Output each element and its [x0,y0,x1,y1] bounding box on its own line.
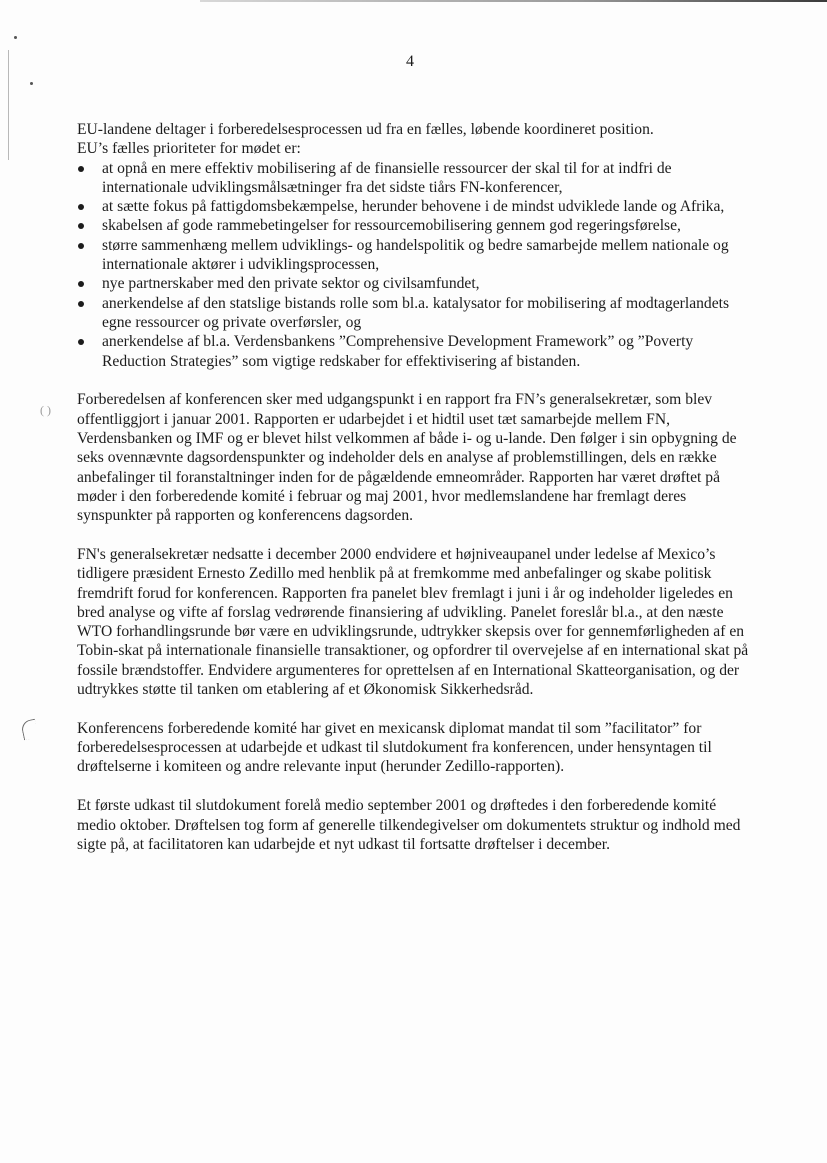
page-number: 4 [406,53,414,70]
intro-line: EU-landene deltager i forberedelsesprocessen ud fra en fælles, løbende koordineret position. [77,121,654,138]
body-paragraph: Et første udkast til slutdokument forelå medio september 2001 og drøftedes i den forberedende komité medio oktober. Drøftelsen tog form af generelle tilkendegivelser om dokumentets struktur og indhold med sigte på, at facilitatoren kan udarbejde et nyt udkast til fortsatte drøftelser i december. [77,797,741,853]
document-body [77,120,757,874]
list-item-text: nye partnerskaber med den private sektor og civilsamfundet, [102,275,480,293]
list-item [77,216,757,235]
list-item-text: at sætte fokus på fattigdomsbekæmpelse, herunder behovene i de mindst udviklede lande og Afrika, [102,198,725,216]
bullet-icon [78,204,84,210]
list-item-text: anerkendelse af bl.a. Verdensbankens ”Comprehensive Development Framework” og ”Poverty Reduction Strategies” som vigtige redskaber for effektivisering af bistanden. [102,333,694,370]
intro-line: EU’s fælles prioriteter for mødet er: [77,140,301,158]
list-item-text: anerkendelse af den statslige bistands rolle som bl.a. katalysator for mobilisering af modtagerlandets egne ressourcer og private overførsler, og [102,294,730,331]
scan-speck [30,82,33,85]
list-item-text: større sammenhæng mellem udviklings- og handelspolitik og bedre samarbejde mellem nationale og internationale aktører i udviklingsprocessen, [102,236,729,274]
scan-bracket-mark: ( ) [40,403,51,417]
priority-list [77,159,757,371]
bullet-icon [78,281,84,287]
list-item [77,332,757,371]
list-item [77,197,757,216]
list-item [77,294,757,333]
body-paragraph: FN's generalsekretær nedsatte i december 2000 endvidere et højniveaupanel under ledelse af Mexico’s tidligere præsident Ernesto Zedillo med henblik på at fremkomme med anbefalinger og skabe politisk fremdrift forud for konferencen. Rapporten fra panelet blev fremlagt i juni i år og indeholder ligeledes en bred analyse og vifte af forslag vedrørende finansiering af udvikling. Panelet foreslår bl.a., at den næste WTO forhandlingsrunde bør være en udviklingsrunde, udtrykker skepsis over for gennemførligheden af en Tobin-skat på internationale finansielle transaktioner, og opfordrer til overvejelse af en international skat på fossile brændstoffer. Endvidere argumenteres for oprettelsen af en International Skatteorganisation, og der udtrykkes støtte til tanken om etablering af et Økonomisk Sikkerhedsråd. [77,545,749,699]
list-item-text: at opnå en mere effektiv mobilisering af de finansielle ressourcer der skal til for at indfri de internationale udviklingsmålsætninger fra det sidste tiårs FN-konferencer, [102,159,672,196]
scan-edge-line [8,50,9,160]
pencil-mark [20,719,39,741]
body-paragraph: Konferencens forberedende komité har givet en mexicansk diplomat mandat til som ”facilitator” for forberedelsesprocessen at udarbejde et udkast til slutdokument fra konferencen, under hensyntagen til drøftelserne i komiteen og andre relevante input (herunder Zedillo-rapporten). [77,719,712,776]
body-paragraph: Forberedelsen af konferencen sker med udgangspunkt i en rapport fra FN’s generalsekretær, som blev offentliggjort i januar 2001. Rapporten er udarbejdet i et hidtil uset tæt samarbejde mellem FN, Verdensbanken og IMF og er blevet hilst velkommen af både i- og u-lande. Den følger i sin opbygning de seks ovennævnte dagsordenspunkter og indeholder dels en analyse af problemstillingen, dels en række anbefalinger til foranstaltninger inden for de pågældende emneområder. Rapporten har været drøftet på møder i den forberedende komité i februar og maj 2001, hvor medlemslandene har fremlagt deres synspunkter på rapporten og konferencens dagsorden. [77,391,737,525]
bullet-icon [78,243,84,249]
scan-border-line [200,0,827,2]
list-item [77,159,757,198]
bullet-icon [78,301,84,307]
bullet-icon [78,339,84,345]
list-item [77,274,757,293]
scan-speck [14,36,17,39]
list-item [77,236,757,275]
bullet-icon [78,166,84,172]
bullet-icon [78,223,84,229]
list-item-text: skabelsen af gode rammebetingelser for ressourcemobilisering gennem god regeringsførelse, [102,217,681,235]
